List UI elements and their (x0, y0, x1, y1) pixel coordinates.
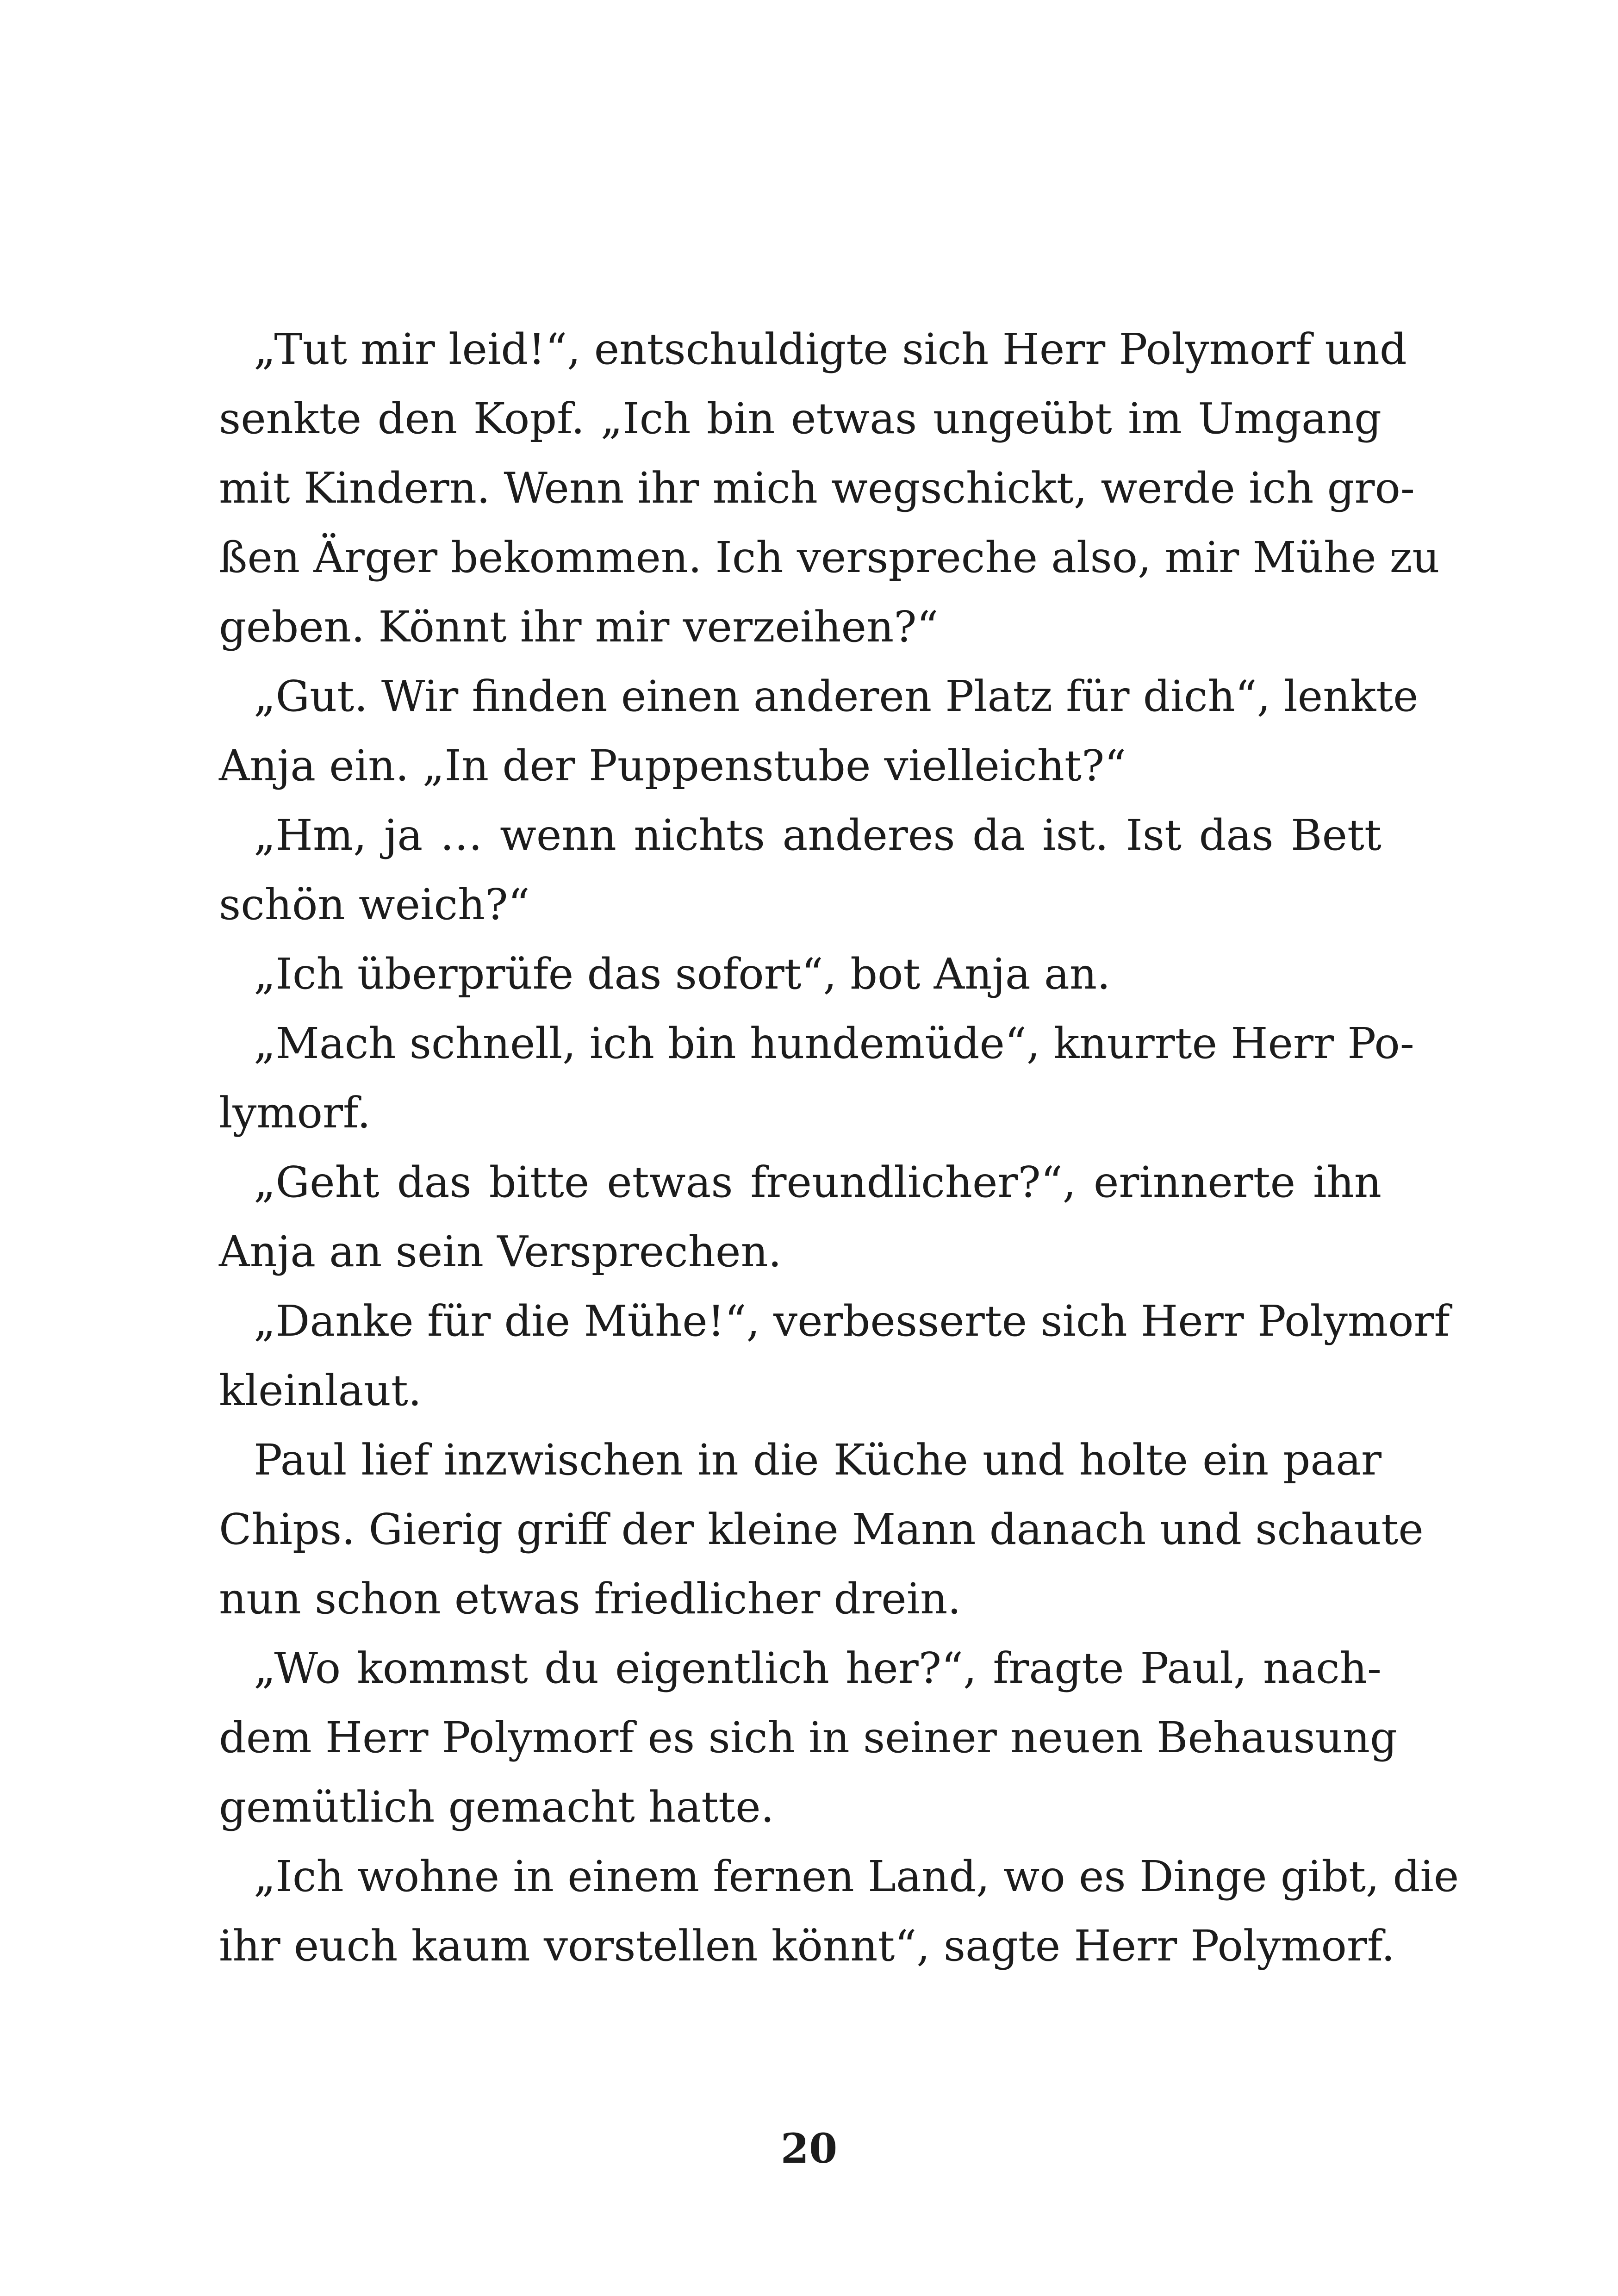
text-line: dem Herr Polymorf es sich in seiner neuen Behausung (219, 1713, 1397, 1762)
text-line: senkte den Kopf. „Ich bin etwas ungeübt im Umgang (219, 394, 1382, 443)
text-line: „Wo kommst du eigentlich her?“, fragte Paul, nach- (254, 1643, 1382, 1693)
text-line: gemütlich gemacht hatte. (219, 1782, 774, 1832)
text-line: mit Kindern. Wenn ihr mich wegschickt, werde ich gro- (219, 463, 1415, 513)
text-line: „Geht das bitte etwas freundlicher?“, erinnerte ihn (254, 1157, 1382, 1207)
text-line: ßen Ärger bekommen. Ich verspreche also, mir Mühe zu (219, 533, 1440, 582)
text-line: lymorf. (219, 1088, 371, 1138)
text-line: „Ich wohne in einem fernen Land, wo es Dinge gibt, die (254, 1852, 1459, 1901)
text-line: „Gut. Wir finden einen anderen Platz für dich“, lenkte (254, 672, 1419, 721)
text-line: nun schon etwas friedlicher drein. (219, 1574, 961, 1624)
text-line: ihr euch kaum vorstellen könnt“, sagte Herr Polymorf. (219, 1921, 1395, 1971)
text-line: Anja ein. „In der Puppenstube vielleicht?“ (219, 741, 1126, 790)
text-line: „Ich überprüfe das sofort“, bot Anja an. (254, 949, 1111, 999)
text-line: schön weich?“ (219, 880, 530, 929)
page-number: 20 (780, 2124, 838, 2172)
text-line: „Tut mir leid!“, entschuldigte sich Herr Polymorf und (254, 324, 1407, 374)
text-line: „Hm, ja … wenn nichts anderes da ist. Ist das Bett (254, 810, 1382, 860)
body-text (219, 315, 1459, 1981)
text-line: „Mach schnell, ich bin hundemüde“, knurrte Herr Po- (254, 1019, 1414, 1068)
text-line: Chips. Gierig griff der kleine Mann danach und schaute (219, 1505, 1424, 1554)
text-line: geben. Könnt ihr mir verzeihen?“ (219, 602, 939, 652)
text-line: Anja an sein Versprechen. (219, 1227, 782, 1276)
text-line: Paul lief inzwischen in die Küche und holte ein paar (254, 1435, 1382, 1485)
text-line: kleinlaut. (219, 1366, 422, 1415)
text-line: „Danke für die Mühe!“, verbesserte sich Herr Polymorf (254, 1296, 1450, 1346)
